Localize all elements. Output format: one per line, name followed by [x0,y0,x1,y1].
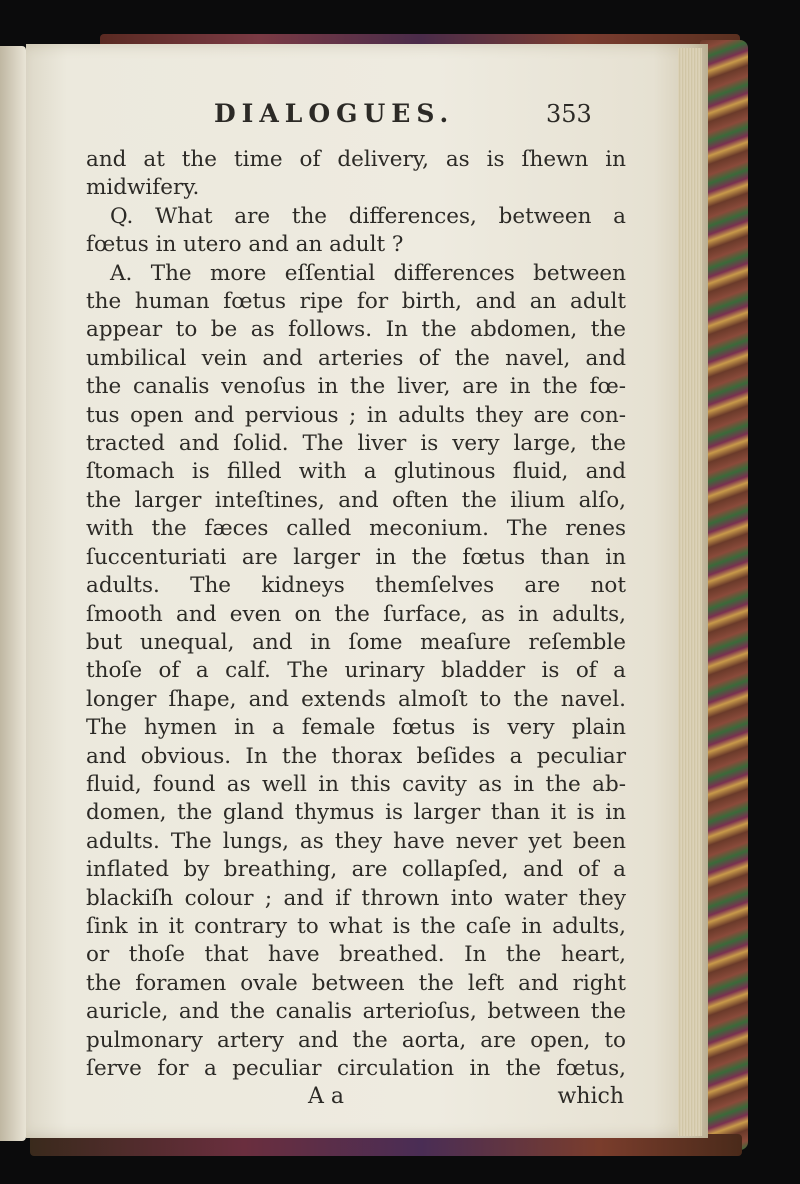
text-line: fœtus in utero and an adult ? [86,232,404,258]
text-line: Q. What are the differences, between a [110,203,626,229]
page-text [86,96,626,1113]
text-line: thoſe of a calf. The urinary bladder is of a [86,658,626,684]
text-line: but unequal, and in ſome meaſure reſemble [86,629,626,655]
text-line: or thoſe that have breathed. In the heart, [86,942,626,968]
text-line: with the fæces called meconium. The renes [86,516,626,542]
page-number: 353 [546,100,592,128]
catchword: which [557,1084,624,1110]
text-line: tus open and pervious ; in adults they are con- [86,402,626,428]
text-line: A. The more eſſential differences between [110,260,626,286]
page-stack-edge [678,48,702,1136]
text-line: ſuccenturiati are larger in the fœtus than in [86,544,626,570]
text-line: longer ſhape, and extends almoſt to the navel. [86,686,626,712]
text-line: the larger inteſtines, and often the ilium alſo, [86,487,626,513]
signature-mark: A a [308,1084,344,1110]
text-line: the foramen ovale between the left and right [86,970,626,996]
text-line: ſmooth and even on the ſurface, as in adults, [86,601,626,627]
text-line: umbilical vein and arteries of the navel, and [86,345,626,371]
page-footer [86,1083,626,1113]
body-text [86,146,626,1083]
text-line: auricle, and the canalis arterioſus, between the [86,999,626,1025]
text-line: ſerve for a peculiar circulation in the fœtus, [86,1056,626,1081]
text-line: ſink in it contrary to what is the caſe in adults, [86,913,626,939]
text-line: inflated by breathing, are collapſed, and of a [86,857,626,883]
text-line: and obvious. In the thorax beſides a peculiar [86,743,626,769]
text-line: the canalis venoſus in the liver, are in the fœ- [86,374,626,400]
page-header [86,96,626,134]
text-line: appear to be as follows. In the abdomen, the [86,317,626,343]
text-line: domen, the gland thymus is larger than it is in [86,800,626,826]
text-line: midwifery. [86,175,200,201]
text-line: adults. The lungs, as they have never yet been [86,828,626,854]
text-line: pulmonary artery and the aorta, are open, to [86,1027,626,1053]
text-line: The hymen in a female fœtus is very plain [86,715,626,741]
text-line: fluid, found as well in this cavity as in the ab- [86,771,626,797]
facing-page-edge [0,46,26,1141]
text-line: the human fœtus ripe for birth, and an adult [86,289,626,315]
text-line: adults. The kidneys themſelves are not [86,573,626,599]
text-line: ſtomach is filled with a glutinous fluid, and [86,459,626,485]
text-line: tracted and ſolid. The liver is very large, the [86,431,626,457]
running-head: DIALOGUES. [214,99,455,128]
text-line: and at the time of delivery, as is ſhewn in [86,147,626,172]
text-line: blackiſh colour ; and if thrown into water they [86,885,626,911]
